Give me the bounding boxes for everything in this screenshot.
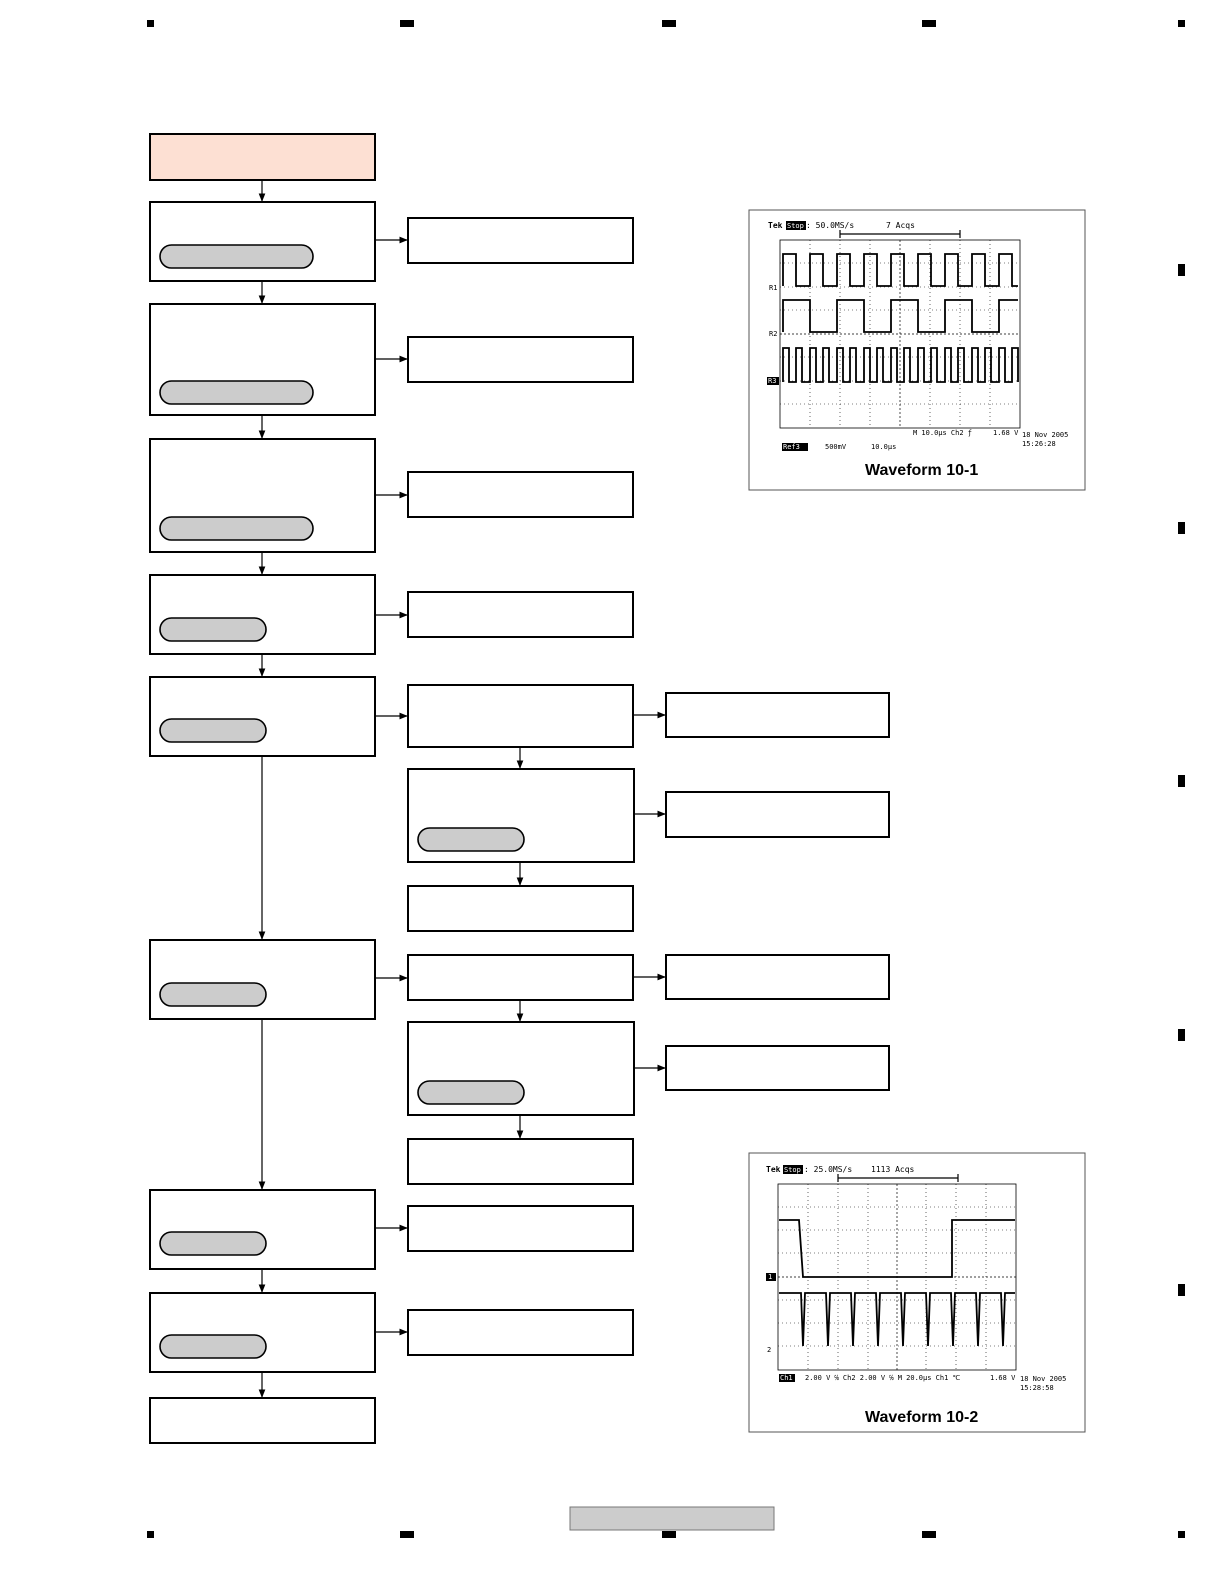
step-2-label-pill bbox=[160, 381, 313, 404]
wf1-ref-label: Ref3 bbox=[783, 443, 800, 451]
end-box bbox=[150, 1398, 375, 1443]
wf1-state: Stop bbox=[787, 222, 804, 230]
result-box-4 bbox=[408, 592, 633, 637]
wf2-brand: Tek bbox=[766, 1165, 781, 1174]
wf2-date: 18 Nov 2005 bbox=[1020, 1375, 1067, 1383]
main-to-middle-connectors bbox=[375, 240, 407, 1332]
result-box-2 bbox=[408, 337, 633, 382]
step-1-label-pill bbox=[160, 245, 313, 268]
wf1-ch1-label: R1 bbox=[769, 284, 778, 292]
result-box-7 bbox=[408, 1206, 633, 1251]
result-box-8 bbox=[408, 1310, 633, 1355]
wf1-trigger-level: 1.68 V bbox=[993, 429, 1019, 437]
step-4-label-pill bbox=[160, 618, 266, 641]
step-box-8 bbox=[150, 1293, 375, 1372]
wf1-acquisitions: 7 Acqs bbox=[886, 221, 915, 230]
wf1-brand: Tek bbox=[768, 221, 783, 230]
step-box-7 bbox=[150, 1190, 375, 1269]
wf1-ref-time: 10.0µs bbox=[871, 443, 897, 451]
sub-step-6b-label-pill bbox=[418, 1081, 524, 1104]
right-box-6b bbox=[666, 1046, 889, 1090]
step-6-label-pill bbox=[160, 983, 266, 1006]
right-box-6a bbox=[666, 955, 889, 999]
wf2-trigger-level: 1.68 V bbox=[990, 1374, 1016, 1382]
wf1-sample-rate: : 50.0MS/s bbox=[806, 221, 855, 230]
wf2-ch2-label: 2 bbox=[767, 1346, 772, 1354]
wf1-ref-scale: 500mV bbox=[825, 443, 847, 451]
result-box-1 bbox=[408, 218, 633, 263]
wf2-acquisitions: 1113 Acqs bbox=[871, 1165, 915, 1174]
sub-step-box-5a bbox=[408, 685, 633, 747]
wf2-state: Stop bbox=[784, 1166, 801, 1174]
step-8-label-pill bbox=[160, 1335, 266, 1358]
waveform-10-2-panel bbox=[749, 1153, 1085, 1432]
waveform-10-1-panel bbox=[749, 210, 1085, 490]
wf2-ch1-scale-label: Ch1 bbox=[780, 1374, 793, 1382]
step-box-5 bbox=[150, 677, 375, 756]
step-3-label-pill bbox=[160, 517, 313, 540]
sub-step-box-5c bbox=[408, 886, 633, 931]
page-footer-bar bbox=[570, 1507, 774, 1530]
step-box-6 bbox=[150, 940, 375, 1019]
step-box-1 bbox=[150, 202, 375, 281]
wf2-caption: Waveform 10-2 bbox=[865, 1409, 979, 1426]
wf1-timebase: M 10.0µs Ch2 ƒ bbox=[913, 429, 973, 437]
result-box-3 bbox=[408, 472, 633, 517]
start-box bbox=[150, 134, 375, 180]
right-box-5a bbox=[666, 693, 889, 737]
wf1-ch3-label: R3 bbox=[768, 377, 777, 385]
wf1-ch2-label: R2 bbox=[769, 330, 778, 338]
sub-step-5b-label-pill bbox=[418, 828, 524, 851]
step-box-4 bbox=[150, 575, 375, 654]
step-7-label-pill bbox=[160, 1232, 266, 1255]
right-box-5b bbox=[666, 792, 889, 837]
wf1-time: 15:26:28 bbox=[1022, 440, 1056, 448]
sub-step-box-6a bbox=[408, 955, 633, 1000]
wf1-caption: Waveform 10-1 bbox=[865, 462, 979, 479]
wf2-time: 15:28:58 bbox=[1020, 1384, 1054, 1392]
wf1-date: 18 Nov 2005 bbox=[1022, 431, 1069, 439]
middle-to-right-connectors bbox=[633, 715, 665, 1068]
wf2-sample-rate: : 25.0MS/s bbox=[804, 1165, 853, 1174]
wf2-ch1-label: 1 bbox=[768, 1273, 773, 1281]
wf2-scale: 2.00 V ℅ Ch2 2.00 V ℅ M 20.0µs Ch1 ℃ bbox=[805, 1374, 961, 1382]
step-5-label-pill bbox=[160, 719, 266, 742]
sub-step-box-6c bbox=[408, 1139, 633, 1184]
